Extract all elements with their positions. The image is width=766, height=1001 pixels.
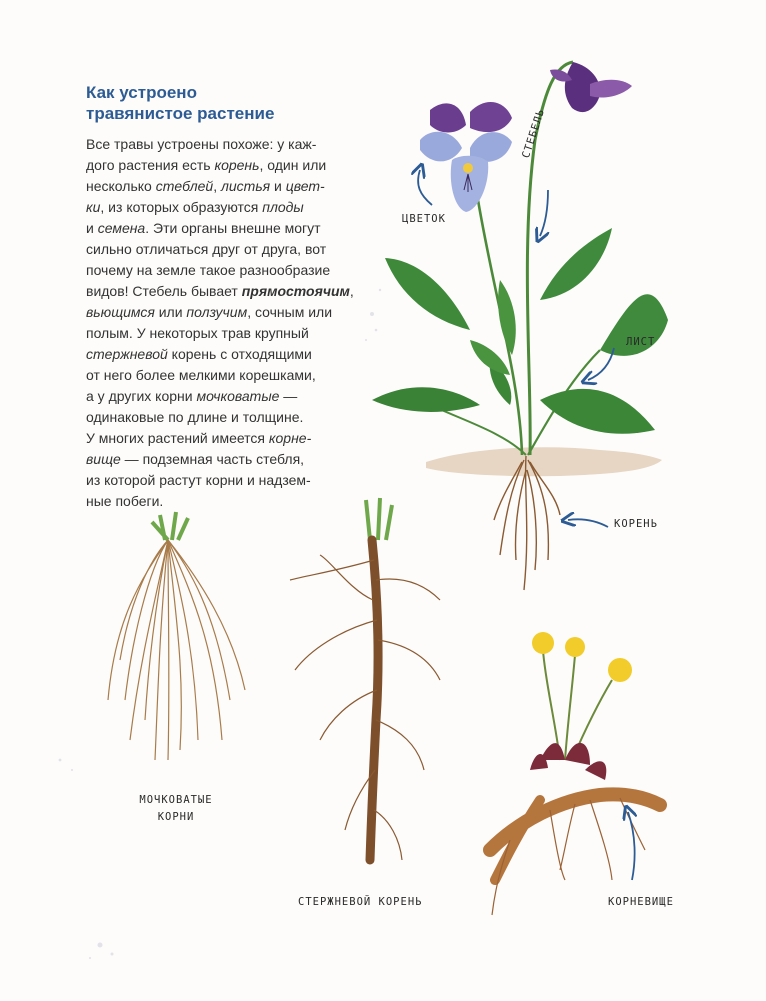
emphasized-term: семена (97, 220, 146, 236)
label-stem: СТЕБЕЛЬ (520, 107, 548, 160)
leaf (498, 280, 516, 355)
emphasized-term: вище (86, 451, 121, 467)
rhizome-plant (490, 632, 660, 915)
text-run: , сочным или (247, 304, 333, 320)
text-run: видов! Стебель бывает (86, 283, 242, 299)
text-run: полым. У некоторых трав крупный (86, 325, 309, 341)
text-run: и (270, 178, 286, 194)
emphasized-term: стержневой (86, 346, 168, 362)
text-run: или (154, 304, 187, 320)
text-run: ные побеги. (86, 493, 164, 509)
emphasized-term: стеблей (155, 178, 214, 194)
text-run: — (279, 388, 298, 404)
emphasized-term: плоды (262, 199, 304, 215)
label-taproot: СТЕРЖНЕВОЙ КОРЕНЬ (298, 896, 423, 908)
viola-plant (372, 62, 668, 590)
text-run: одинаковые по длине и толщине. (86, 409, 304, 425)
text-run: сильно отличаться друг от друга, вот (86, 241, 327, 257)
label-flower: ЦВЕТОК (402, 213, 446, 225)
text-run: почему на земле такое разнообразие (86, 262, 331, 278)
text-run: — подземная часть стебля, (120, 451, 305, 467)
label-fibrous-line1: МОЧКОВАТЫЕ (139, 794, 213, 806)
emphasized-term: вьющимся (86, 304, 155, 320)
label-fibrous-roots (126, 792, 226, 826)
leaf (385, 258, 470, 330)
text-run: и (86, 220, 98, 236)
text-run: , (349, 283, 354, 299)
emphasized-term: корне- (268, 430, 312, 446)
text-run: несколько (86, 178, 156, 194)
text-run: а у других корни (86, 388, 197, 404)
text-run: , (213, 178, 221, 194)
text-run: дого растения есть (86, 157, 215, 173)
viola-bud (550, 62, 632, 112)
emphasized-term: ползучим (186, 304, 248, 320)
emphasized-term: корень (214, 157, 260, 173)
emphasized-term: мочковатые (196, 388, 280, 404)
paint-splatters (59, 289, 382, 959)
text-run: Все травы устроены похоже: у каж- (86, 136, 317, 152)
taproot (290, 498, 440, 860)
text-run: , один или (259, 157, 327, 173)
arrow-root (568, 519, 608, 527)
text-run: из которой растут корни и надзем- (86, 472, 311, 488)
title-line-1: Как устроено (86, 83, 197, 102)
leaf (372, 387, 480, 412)
title-line-2: травянистое растение (86, 104, 275, 123)
label-fibrous-line2: КОРНИ (157, 811, 195, 823)
label-leaf: ЛИСТ (626, 336, 656, 348)
text-run: , из которых образуются (100, 199, 263, 215)
text-run: У многих растений имеется (86, 430, 269, 446)
label-rhizome: КОРНЕВИЩЕ (608, 896, 674, 908)
arrow-flower (418, 170, 432, 205)
viola-flower (420, 102, 512, 212)
fibrous-roots (108, 512, 245, 760)
text-run: от него более мелкими корешками, (86, 367, 316, 383)
text-run: . Эти органы внешне могут (145, 220, 321, 236)
emphasized-term: ки (86, 199, 101, 215)
text-run: корень с отходящими (167, 346, 312, 362)
emphasized-term: цвет- (285, 178, 325, 194)
arrow-stem (540, 190, 548, 236)
emphasized-term: листья (220, 178, 271, 194)
emphasized-term: прямостоячим (241, 283, 350, 299)
leaf (540, 228, 612, 300)
soil (426, 447, 662, 476)
leaf (540, 389, 655, 434)
arrow-rhizome (628, 812, 635, 880)
label-root: КОРЕНЬ (614, 518, 658, 530)
